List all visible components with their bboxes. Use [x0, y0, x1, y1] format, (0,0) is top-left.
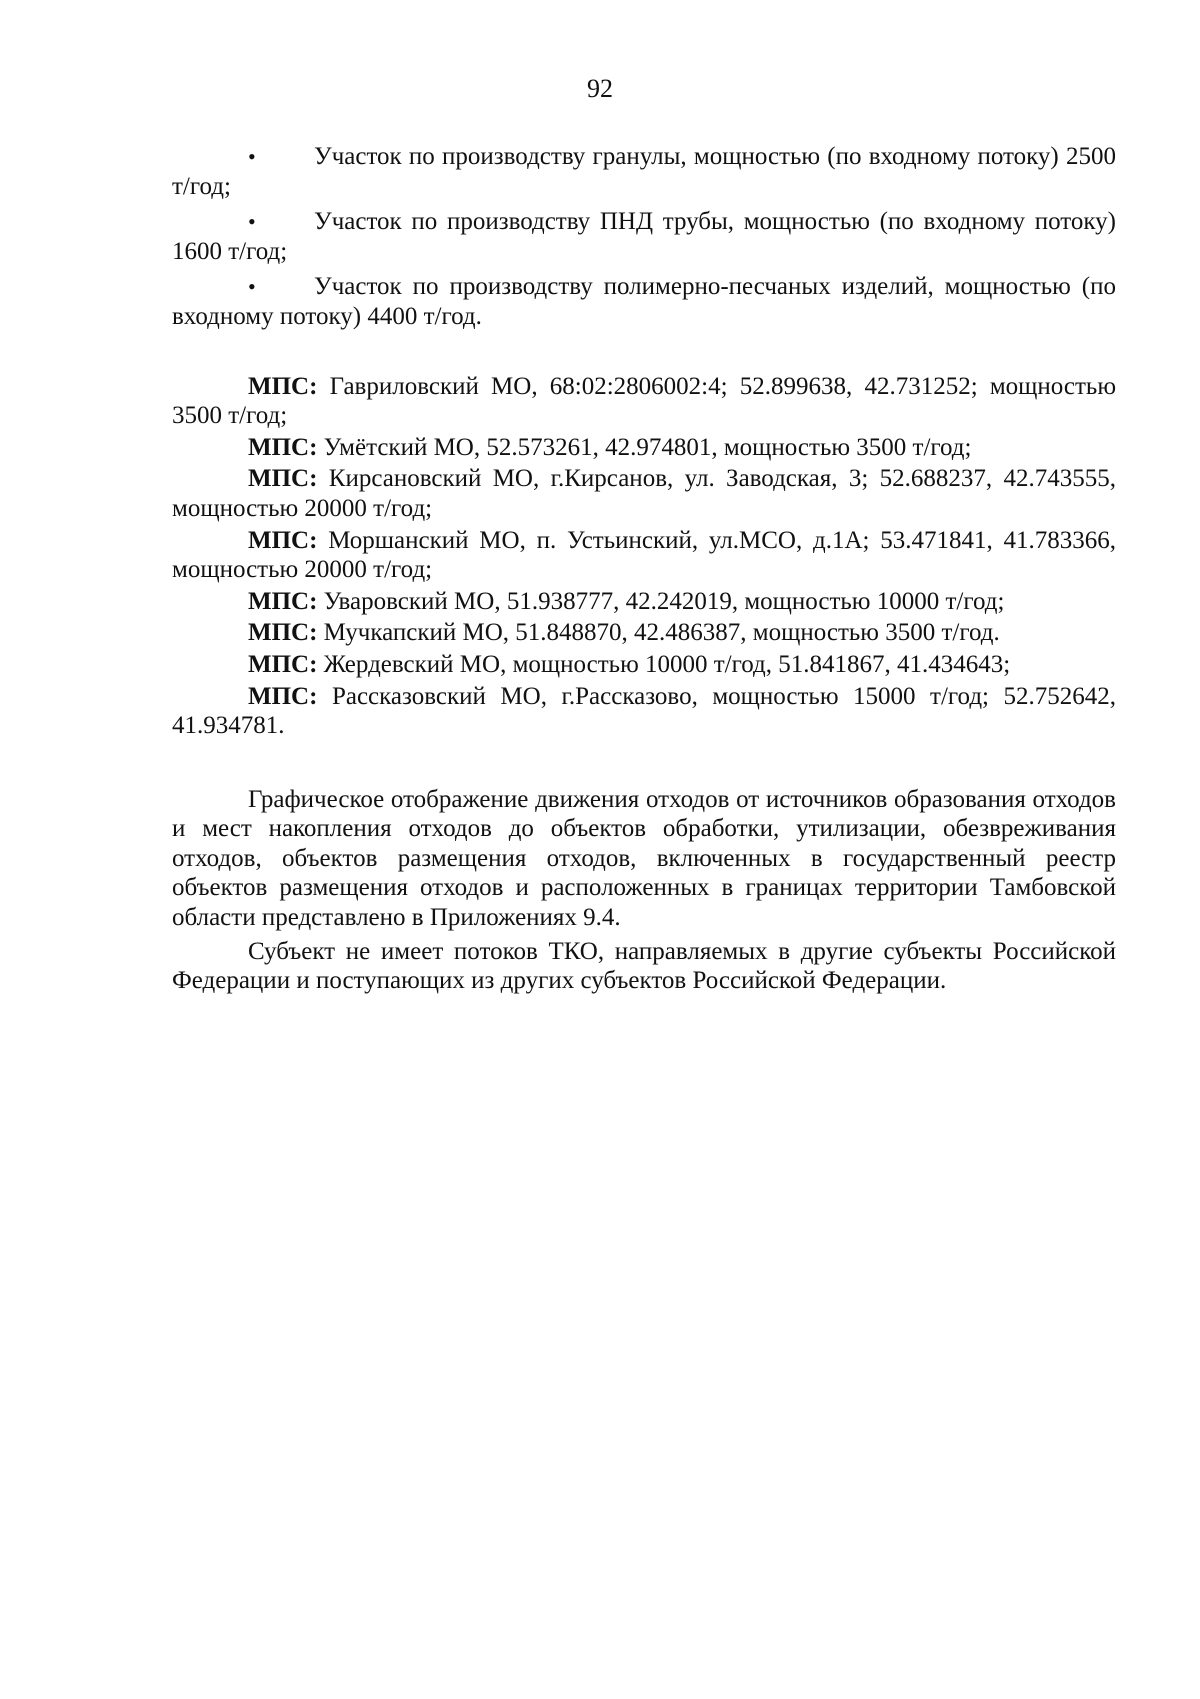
facility-label: МПС:: [248, 650, 318, 678]
facility-entry: [172, 618, 1116, 648]
facility-label: МПС:: [248, 682, 318, 710]
facility-label: МПС:: [248, 465, 318, 493]
facility-text: Кирсановский МО, г.Кирсанов, ул. Заводская, 3; 52.688237, 42.743555, мощностью 20000 т/год;: [172, 465, 1116, 522]
document-body: [172, 142, 1116, 1000]
facility-label: МПС:: [248, 587, 318, 615]
bullet-item: [172, 142, 1116, 201]
bullet-text: Участок по производству полимерно-песчаных изделий, мощностью (по входному потоку) 4400 т/год.: [172, 273, 1116, 330]
facility-label: МПС:: [248, 372, 318, 400]
facility-text: Умётский МО, 52.573261, 42.974801, мощностью 3500 т/год;: [323, 433, 972, 461]
body-paragraph: Графическое отображение движения отходов от источников образования отходов и мест накопления отходов до объектов обработки, утилизации, обезвреживания отходов, объектов размещения отходов, включенных в государственный реестр объектов размещения отходов и расположенных в границах территории Тамбовской области представлено в Приложениях 9.4.: [172, 785, 1116, 932]
bullet-item: [172, 272, 1116, 331]
facility-label: МПС:: [248, 619, 318, 647]
bullet-list: [172, 142, 1116, 332]
facility-entry: [172, 526, 1116, 585]
facility-list: [172, 372, 1116, 741]
body-paragraph: Субъект не имеет потоков ТКО, направляемых в другие субъекты Российской Федерации и поступающих из других субъектов Российской Федерации.: [172, 937, 1116, 995]
facility-entry: [172, 587, 1116, 617]
facility-text: Моршанский МО, п. Устьинский, ул.МСО, д.1А; 53.471841, 41.783366, мощностью 20000 т/год;: [172, 526, 1117, 584]
facility-text: Уваровский МО, 51.938777, 42.242019, мощностью 10000 т/год;: [323, 587, 1005, 615]
facility-entry: [172, 682, 1116, 741]
facility-label: МПС:: [248, 433, 318, 461]
bullet-marker: •: [248, 144, 256, 169]
bullet-marker: •: [248, 209, 256, 235]
facility-entry: [172, 650, 1116, 680]
bullet-text: Участок по производству ПНД трубы, мощностью (по входному потоку) 1600 т/год;: [172, 208, 1116, 265]
facility-entry: [172, 433, 1116, 463]
bullet-item: [172, 207, 1116, 266]
bullet-marker: •: [248, 274, 256, 300]
facility-text: Рассказовский МО, г.Рассказово, мощностью 15000 т/год; 52.752642, 41.934781.: [172, 682, 1117, 740]
body-paragraphs: [172, 785, 1116, 996]
page-number: 92: [587, 74, 613, 103]
facility-text: Гавриловский МО, 68:02:2806002:4; 52.899638, 42.731252; мощностью 3500 т/год;: [172, 372, 1117, 430]
facility-text: Мучкапский МО, 51.848870, 42.486387, мощностью 3500 т/год.: [323, 619, 1000, 647]
bullet-text: Участок по производству гранулы, мощностью (по входному потоку) 2500 т/год;: [172, 143, 1116, 200]
facility-label: МПС:: [248, 526, 318, 554]
facility-entry: [172, 464, 1116, 523]
facility-entry: [172, 372, 1116, 431]
facility-text: Жердевский МО, мощностью 10000 т/год, 51.841867, 41.434643;: [323, 650, 1011, 678]
